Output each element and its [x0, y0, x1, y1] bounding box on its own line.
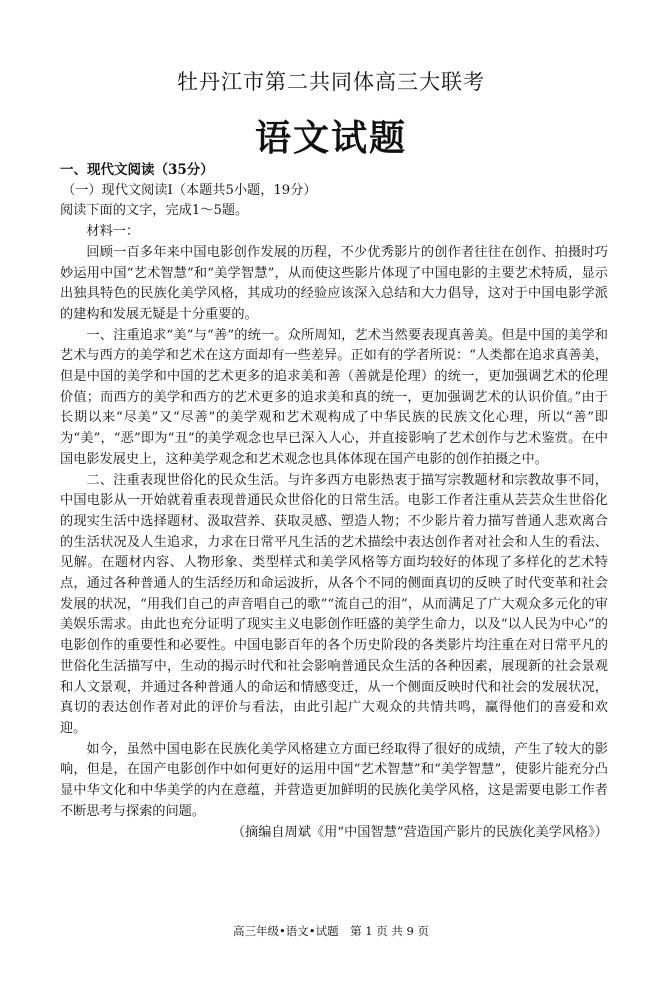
page-footer: 高三年级•语文•试题 第 1 页 共 9 页 — [233, 924, 429, 938]
page-title: 语文试题 — [254, 117, 407, 159]
material-label: 材料一： — [86, 224, 140, 240]
source-citation: （摘编自周斌《用“中国智慧”营造国产影片的民族化美学风格》） — [231, 824, 608, 840]
exam-header: 牡丹江市第二共同体高三大联考 — [177, 70, 485, 94]
paragraph: 二、注重表现世俗化的民众生活。与许多西方电影热衷于描写宗教题材和宗教故事不同，中国电影从一开始就着重表现普通民众世俗化的日常生活。电影工作者注重从芸芸众生世俗化的现实生活中选择题材、汲取营养、获取灵感、塑造人物；不少影片着力描写普通人悲欢离合的生活状况及人生追求，力求在日常平凡生活的艺术描绘中表达创作者对社会和人生的看法、见解。在题材内容、人物形象、类型样式和美学风格等方面均较好的体现了多样化的艺术特点，通过各种普通人的生活经历和命运波折，从各个不同的侧面真切的反映了时代变革和社会发展的状况，“用我们自己的声音唱自己的歌”“流自己的泪”，从而满足了广大观众多元化的审美娱乐需求。由此也充分证明了现实主义电影创作旺盛的美学生命力，以及“以人民为中心”的电影创作的重要性和必要性。中国电影百年的各个历史阶段的各类影片均注重在对日常平凡的世俗化生活描写中，生动的揭示时代和社会影响普通民众生活的各种因素，展现新的社会景观和人文景观，并通过各种普通人的命运和情感变迁，从一个侧面反映时代和社会的发展状况，真切的表达创作者对此的评价与看法，由此引起广大观众的共情共鸣，赢得他们的喜爱和欢迎。 — [60, 472, 608, 736]
exam-content — [60, 160, 608, 843]
instruction-text: 阅读下面的文字，完成1～5题。 — [60, 203, 249, 219]
section-heading: 一、现代文阅读（35分） — [60, 162, 214, 178]
paragraph: 一、注重追求“美”与“善”的统一。众所周知，艺术当然要表现真善美。但是中国的美学和艺术与西方的美学和艺术在这方面却有一些差异。正如有的学者所说：“人类都在追求真善美，但是中国的美学和中国的艺术更多的追求美和善（善就是伦理）的统一，更加强调艺术的伦理价值；而西方的美学和西方的艺术更多的追求美和真的统一，更加强调艺术的认识价值。”由于长期以来“尽美”又“尽善”的美学观和艺术观构成了中华民族的民族文化心理，所以“善”即为“美”，“恶”即为“丑”的美学观念也早已深入人心，并直接影响了艺术创作与艺术鉴赏。在中国电影发展史上，这种美学观念和艺术观念也具体体现在国产电影的创作拍摄之中。 — [60, 327, 608, 467]
paragraph: 如今，虽然中国电影在民族化美学风格建立方面已经取得了很好的成绩，产生了较大的影响，但是，在国产电影创作中如何更好的运用中国“艺术智慧”和“美学智慧”，使影片能充分凸显中华文化和中华美学的内在意蕴，并营造更加鲜明的民族化美学风格，这是需要电影工作者不断思考与探索的问题。 — [60, 741, 608, 819]
subsection-heading: （一）现代文阅读Ⅰ（本题共5小题，19分） — [62, 182, 317, 198]
paragraph: 回顾一百多年来中国电影创作发展的历程，不少优秀影片的创作者往往在创作、拍摄时巧妙运用中国“艺术智慧”和“美学智慧”，从而使这些影片体现了中国电影的主要艺术特质，显示出独具特色的民族化美学风格，其成功的经验应该深入总结和大力倡导，这对于中国电影学派的建构和发展无疑是十分重要的。 — [60, 244, 608, 322]
